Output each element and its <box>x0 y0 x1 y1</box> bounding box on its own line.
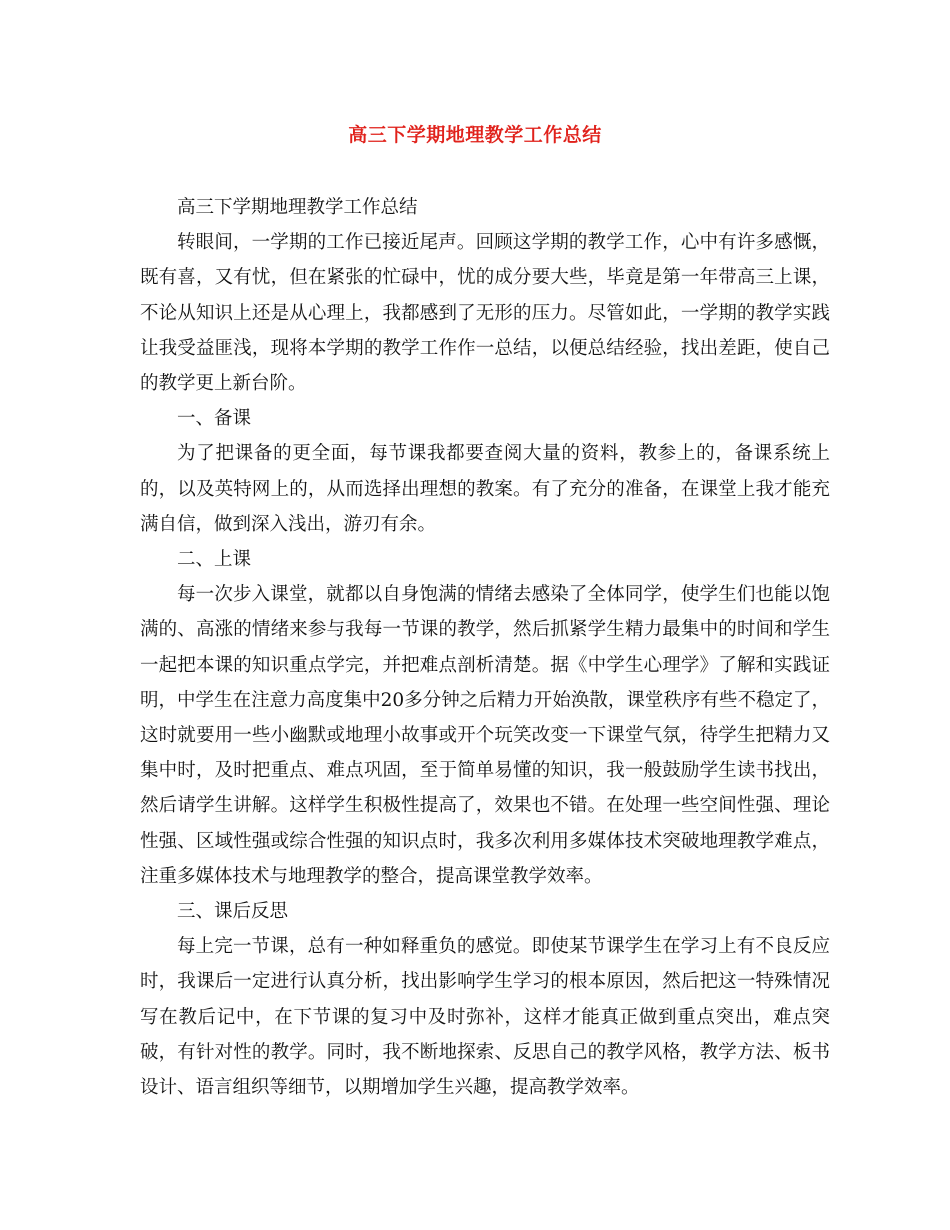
paragraph-reflection: 每上完一节课，总有一种如释重负的感觉。即使某节课学生在学习上有不良反应时，我课后一定进行认真分析，找出影响学生学习的根本原因，然后把这一特殊情况写在教后记中，在下节课的复习中及时弥补，这样才能真正做到重点突出，难点突破，有针对性的教学。同时，我不断地探索、反思自己的教学风格，教学方法、板书设计、语言组织等细节，以期增加学生兴趣，提高教学效率。 <box>140 936 830 1099</box>
section-heading-teaching: 二、上课 <box>177 549 252 571</box>
paragraph-intro: 转眼间，一学期的工作已接近尾声。回顾这学期的教学工作，心中有许多感慨，既有喜，又有忧，但在紧张的忙碌中，忧的成分要大些，毕竟是第一年带高三上课，不论从知识上还是从心理上，我都感到了无形的压力。尽管如此，一学期的教学实践让我受益匪浅，现将本学期的教学工作作一总结，以便总结经验，找出差距，使自己的教学更上新台阶。 <box>140 232 830 395</box>
paragraph-teaching: 每一次步入课堂，就都以自身饱满的情绪去感染了全体同学，使学生们也能以饱满的、高涨的情绪来参与我每一节课的教学，然后抓紧学生精力最集中的时间和学生一起把本课的知识重点学完，并把难点剖析清楚。据《中学生心理学》了解和实践证明，中学生在注意力高度集中20多分钟之后精力开始涣散，课堂秩序有些不稳定了，这时就要用一些小幽默或地理小故事或开个玩笑改变一下课堂气氛，待学生把精力又集中时，及时把重点、难点巩固，至于简单易懂的知识，我一般鼓励学生读书找出，然后请学生讲解。这样学生积极性提高了，效果也不错。在处理一些空间性强、理论性强、区域性强或综合性强的知识点时，我多次利用多媒体技术突破地理教学难点，注重多媒体技术与地理教学的整合，提高课堂教学效率。 <box>140 584 830 887</box>
paragraph-lesson-prep: 为了把课备的更全面，每节课我都要查阅大量的资料，教参上的，备课系统上的，以及英特网上的，从而选择出理想的教案。有了充分的准备，在课堂上我才能充满自信，做到深入浅出，游刃有余。 <box>140 443 830 535</box>
document-body <box>140 190 830 1105</box>
document-title: 高三下学期地理教学工作总结 <box>348 124 602 146</box>
section-heading-lesson-prep: 一、备课 <box>177 408 252 430</box>
paragraph-subtitle: 高三下学期地理教学工作总结 <box>177 197 418 218</box>
section-heading-reflection: 三、课后反思 <box>177 901 289 923</box>
